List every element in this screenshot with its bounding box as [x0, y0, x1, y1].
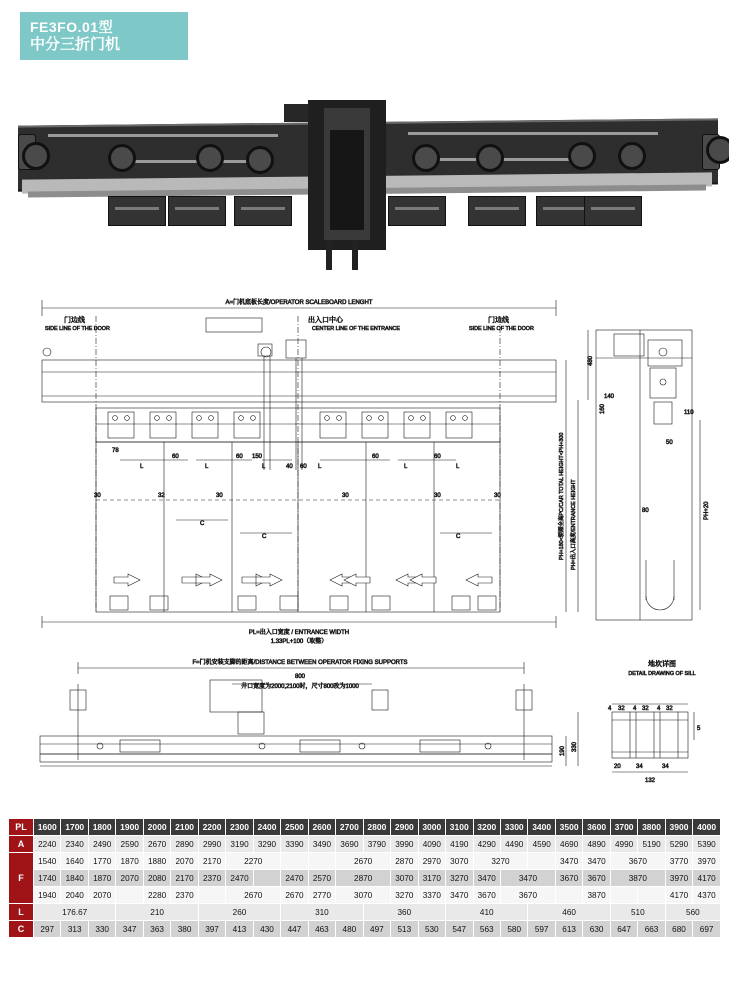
cell-l-7: 510	[610, 904, 665, 921]
cell-f3-10: 2770	[308, 887, 335, 904]
cell-f2-24: 4170	[693, 870, 721, 887]
cell-f3-20: 3870	[583, 887, 610, 904]
cell-c-7: 413	[226, 921, 253, 938]
cell-pl-24: 4000	[693, 819, 721, 836]
cell-c-20: 630	[583, 921, 610, 938]
cell-pl-14: 3000	[418, 819, 445, 836]
cell-f1-5: 2070	[171, 853, 198, 870]
dim-L-6: L	[456, 464, 460, 470]
title-line-1: FE3FO.01型	[30, 18, 114, 35]
cell-f3-7: 2670	[226, 887, 281, 904]
table-row-c	[9, 921, 721, 938]
cell-a-10: 3490	[308, 836, 335, 853]
cell-c-15: 547	[446, 921, 473, 938]
cell-c-1: 313	[61, 921, 88, 938]
cell-f3-13: 3270	[391, 887, 418, 904]
cell-f3-17: 3670	[500, 887, 555, 904]
cell-a-4: 2670	[143, 836, 170, 853]
spec-table	[8, 818, 721, 938]
cell-f3-15: 3470	[446, 887, 473, 904]
support-note: 井口宽度为2000,2100时，尺寸800改为1000	[241, 684, 359, 690]
cell-a-17: 4490	[500, 836, 527, 853]
cell-a-18: 4590	[528, 836, 555, 853]
dim-ph20: PH+20	[704, 501, 710, 520]
dim-160: 160	[600, 403, 606, 414]
sill-title-en: DETAIL DRAWING OF SILL	[628, 671, 696, 677]
cell-pl-0: 1600	[34, 819, 61, 836]
cell-a-22: 5190	[638, 836, 665, 853]
cell-c-6: 397	[198, 921, 225, 938]
left-note-en: SIDE LINE OF THE DOOR	[45, 326, 110, 332]
cell-a-5: 2890	[171, 836, 198, 853]
dim-140: 140	[604, 394, 615, 400]
cell-a-12: 3790	[363, 836, 390, 853]
dim-330: 330	[572, 741, 578, 752]
table-row-pl	[9, 819, 721, 836]
dim-30-5: 30	[494, 493, 501, 499]
title-line-2: 中分三折门机	[30, 35, 121, 53]
dim-190: 190	[560, 745, 566, 756]
cell-f2-15: 3270	[446, 870, 473, 887]
cell-f3-2: 2070	[88, 887, 115, 904]
sill-dim-34b: 34	[662, 764, 669, 770]
cell-l-1: 210	[116, 904, 198, 921]
dim-30-4: 30	[434, 493, 441, 499]
right-note-cn: 门边线	[488, 317, 509, 324]
cell-c-23: 680	[665, 921, 692, 938]
cell-c-12: 497	[363, 921, 390, 938]
dim-L-1: L	[140, 464, 144, 470]
cell-c-5: 380	[171, 921, 198, 938]
cell-a-14: 4090	[418, 836, 445, 853]
dim-30-2: 30	[216, 493, 223, 499]
cell-c-10: 463	[308, 921, 335, 938]
cell-f1-14: 2970	[418, 853, 445, 870]
cell-a-3: 2590	[116, 836, 143, 853]
dim-800: 800	[294, 674, 306, 680]
cell-l-5: 410	[446, 904, 528, 921]
cell-f1-0: 1540	[34, 853, 61, 870]
cell-f3-9: 2670	[281, 887, 308, 904]
cell-f2-2: 1870	[88, 870, 115, 887]
vertical-label-2: PH=出入口高度/ENTRANCE HEIGHT	[571, 479, 577, 570]
sill-dim-34a: 34	[636, 764, 643, 770]
cell-pl-22: 3800	[638, 819, 665, 836]
cell-pl-7: 2300	[226, 819, 253, 836]
cell-a-1: 2340	[61, 836, 88, 853]
cell-c-24: 697	[693, 921, 721, 938]
cell-f1-18	[528, 853, 555, 870]
sill-dim-5: 5	[697, 726, 701, 732]
cell-f1-1: 1640	[61, 853, 88, 870]
sill-dim-20: 20	[614, 764, 621, 770]
cell-c-17: 580	[500, 921, 527, 938]
cell-f3-14: 3370	[418, 887, 445, 904]
cell-f1-11: 2670	[336, 853, 391, 870]
cell-pl-17: 3300	[500, 819, 527, 836]
cell-pl-8: 2400	[253, 819, 280, 836]
dim-80: 80	[642, 508, 649, 514]
table-row-a	[9, 836, 721, 853]
cell-c-14: 530	[418, 921, 445, 938]
cell-f1-21: 3670	[610, 853, 665, 870]
cell-f1-10	[308, 853, 335, 870]
cell-a-6: 2990	[198, 836, 225, 853]
cell-f3-21	[610, 887, 637, 904]
dim-pl-formula: 1.33PL+100（取整）	[270, 639, 328, 645]
center-note-cn: 出入口中心	[308, 317, 343, 324]
cell-a-7: 3190	[226, 836, 253, 853]
sill-title-cn: 地坎详图	[648, 661, 676, 668]
row-label-a: A	[9, 836, 34, 853]
cell-pl-9: 2500	[281, 819, 308, 836]
cell-f3-19	[555, 887, 582, 904]
cell-pl-13: 2900	[391, 819, 418, 836]
cell-c-3: 347	[116, 921, 143, 938]
sill-dim-32b: 32	[642, 706, 649, 712]
cell-a-21: 4990	[610, 836, 637, 853]
row-label-f: F	[9, 853, 34, 904]
row-label-c: C	[9, 921, 34, 938]
cell-f1-24: 3970	[693, 853, 721, 870]
cell-f1-13: 2870	[391, 853, 418, 870]
cell-f2-8	[253, 870, 280, 887]
dim-60-3: 60	[300, 464, 307, 470]
cell-c-19: 613	[555, 921, 582, 938]
cell-f3-24: 4370	[693, 887, 721, 904]
cell-a-23: 5290	[665, 836, 692, 853]
cell-c-4: 363	[143, 921, 170, 938]
dim-60-5: 60	[434, 454, 441, 460]
cell-f3-22	[638, 887, 665, 904]
row-label-l: L	[9, 904, 34, 921]
dim-60-1: 60	[172, 454, 179, 460]
cell-f1-6: 2170	[198, 853, 225, 870]
cell-pl-16: 3200	[473, 819, 500, 836]
dim-60-4: 60	[372, 454, 379, 460]
dim-pl-label: PL=出入口宽度 / ENTRANCE WIDTH	[248, 630, 350, 636]
dim-150: 150	[252, 454, 263, 460]
cell-f1-4: 1880	[143, 853, 170, 870]
cell-l-4: 360	[363, 904, 445, 921]
cell-pl-21: 3700	[610, 819, 637, 836]
table-row-f3	[9, 887, 721, 904]
cell-l-8: 560	[665, 904, 720, 921]
cell-f1-2: 1770	[88, 853, 115, 870]
spec-table-wrap	[8, 818, 721, 938]
cell-f1-19: 3470	[555, 853, 582, 870]
cell-pl-19: 3500	[555, 819, 582, 836]
cell-f2-21: 3870	[610, 870, 665, 887]
cell-pl-5: 2100	[171, 819, 198, 836]
cell-f3-23: 4170	[665, 887, 692, 904]
cell-f1-20: 3470	[583, 853, 610, 870]
sill-dim-4c: 4	[657, 706, 661, 712]
dim-C-3: C	[456, 534, 461, 540]
cell-pl-23: 3900	[665, 819, 692, 836]
cell-f1-17: 3270	[473, 853, 528, 870]
cell-f3-11: 3070	[336, 887, 391, 904]
cell-c-11: 480	[336, 921, 363, 938]
cell-pl-10: 2600	[308, 819, 335, 836]
cell-f1-15: 3070	[446, 853, 473, 870]
cell-f2-10: 2570	[308, 870, 335, 887]
cell-l-6: 460	[528, 904, 610, 921]
cell-c-0: 297	[34, 921, 61, 938]
cell-c-8: 430	[253, 921, 280, 938]
cell-c-18: 597	[528, 921, 555, 938]
sill-dim-4b: 4	[633, 706, 637, 712]
cell-c-2: 330	[88, 921, 115, 938]
cell-l-3: 310	[281, 904, 363, 921]
cell-c-21: 647	[610, 921, 637, 938]
cell-f1-3: 1870	[116, 853, 143, 870]
cell-f2-1: 1840	[61, 870, 88, 887]
dim-32: 32	[158, 493, 165, 499]
cell-f2-5: 2170	[171, 870, 198, 887]
sill-dim-4a: 4	[608, 706, 612, 712]
dim-480: 480	[588, 355, 594, 366]
cell-a-16: 4290	[473, 836, 500, 853]
cell-pl-18: 3400	[528, 819, 555, 836]
cell-f1-9	[281, 853, 308, 870]
cell-l-0: 176.67	[34, 904, 116, 921]
cell-f3-1: 2040	[61, 887, 88, 904]
table-row-l	[9, 904, 721, 921]
cell-pl-12: 2800	[363, 819, 390, 836]
cell-a-19: 4690	[555, 836, 582, 853]
cell-f3-0: 1940	[34, 887, 61, 904]
cell-pl-15: 3100	[446, 819, 473, 836]
dim-110: 110	[684, 410, 694, 416]
cell-f3-16: 3670	[473, 887, 500, 904]
cell-f2-7: 2470	[226, 870, 253, 887]
cell-f1-23: 3770	[665, 853, 692, 870]
cell-pl-2: 1800	[88, 819, 115, 836]
cell-c-13: 513	[391, 921, 418, 938]
cell-c-16: 563	[473, 921, 500, 938]
cell-a-11: 3690	[336, 836, 363, 853]
cell-f3-4: 2280	[143, 887, 170, 904]
sill-dim-32a: 32	[618, 706, 625, 712]
dim-L-3: L	[262, 464, 266, 470]
cell-f2-4: 2080	[143, 870, 170, 887]
left-note-cn: 门边线	[64, 317, 85, 324]
support-label: F=门机安装支脚的距离/DISTANCE BETWEEN OPERATOR FIXING SUPPORTS	[192, 660, 408, 666]
sill-dim-32c: 32	[666, 706, 673, 712]
cell-f2-23: 3970	[665, 870, 692, 887]
cell-pl-1: 1700	[61, 819, 88, 836]
cell-f2-6: 2370	[198, 870, 225, 887]
cell-f2-11: 2870	[336, 870, 391, 887]
cell-a-24: 5390	[693, 836, 721, 853]
cell-f2-16: 3470	[473, 870, 500, 887]
cell-f2-19: 3670	[555, 870, 582, 887]
dim-50: 50	[666, 440, 673, 446]
cell-f2-17: 3470	[500, 870, 555, 887]
cell-pl-3: 1900	[116, 819, 143, 836]
right-note-en: SIDE LINE OF THE DOOR	[469, 326, 534, 332]
dim-L-5: L	[404, 464, 408, 470]
cell-f3-3	[116, 887, 143, 904]
cell-pl-11: 2700	[336, 819, 363, 836]
vertical-label-1: PH+180<轿厢全高PC/CAR TOTAL HEIGHT<PH+300	[559, 432, 565, 560]
row-label-pl: PL	[9, 819, 34, 836]
cell-f2-13: 3070	[391, 870, 418, 887]
cell-pl-4: 2000	[143, 819, 170, 836]
cell-c-9: 447	[281, 921, 308, 938]
cell-f2-14: 3170	[418, 870, 445, 887]
cell-pl-6: 2200	[198, 819, 225, 836]
cell-f3-5: 2370	[171, 887, 198, 904]
cell-pl-20: 3600	[583, 819, 610, 836]
cell-l-2: 260	[198, 904, 280, 921]
cell-c-22: 663	[638, 921, 665, 938]
cell-f2-20: 3670	[583, 870, 610, 887]
dim-C-2: C	[262, 534, 267, 540]
cell-a-9: 3390	[281, 836, 308, 853]
sill-dim-132: 132	[644, 778, 656, 784]
dim-40: 40	[286, 464, 293, 470]
cell-a-15: 4190	[446, 836, 473, 853]
dim-30-3: 30	[342, 493, 349, 499]
dim-a-label: A=门机底板长度/OPERATOR SCALEBOARD LENGHT	[225, 300, 373, 306]
cell-f3-6	[198, 887, 225, 904]
cell-f2-9: 2470	[281, 870, 308, 887]
cell-a-13: 3990	[391, 836, 418, 853]
dim-78: 78	[112, 448, 119, 454]
cell-a-8: 3290	[253, 836, 280, 853]
dim-30-1: 30	[94, 493, 101, 499]
dim-L-2: L	[205, 464, 209, 470]
cell-f2-0: 1740	[34, 870, 61, 887]
dim-L-4: L	[318, 464, 322, 470]
table-row-f2	[9, 870, 721, 887]
dim-C-1: C	[200, 521, 205, 527]
table-row-f1	[9, 853, 721, 870]
center-note-en: CENTER LINE OF THE ENTRANCE	[312, 326, 400, 332]
cell-a-0: 2240	[34, 836, 61, 853]
cell-f2-3: 2070	[116, 870, 143, 887]
cell-f1-7: 2270	[226, 853, 281, 870]
cell-a-20: 4890	[583, 836, 610, 853]
dim-60-2: 60	[236, 454, 243, 460]
cell-a-2: 2490	[88, 836, 115, 853]
